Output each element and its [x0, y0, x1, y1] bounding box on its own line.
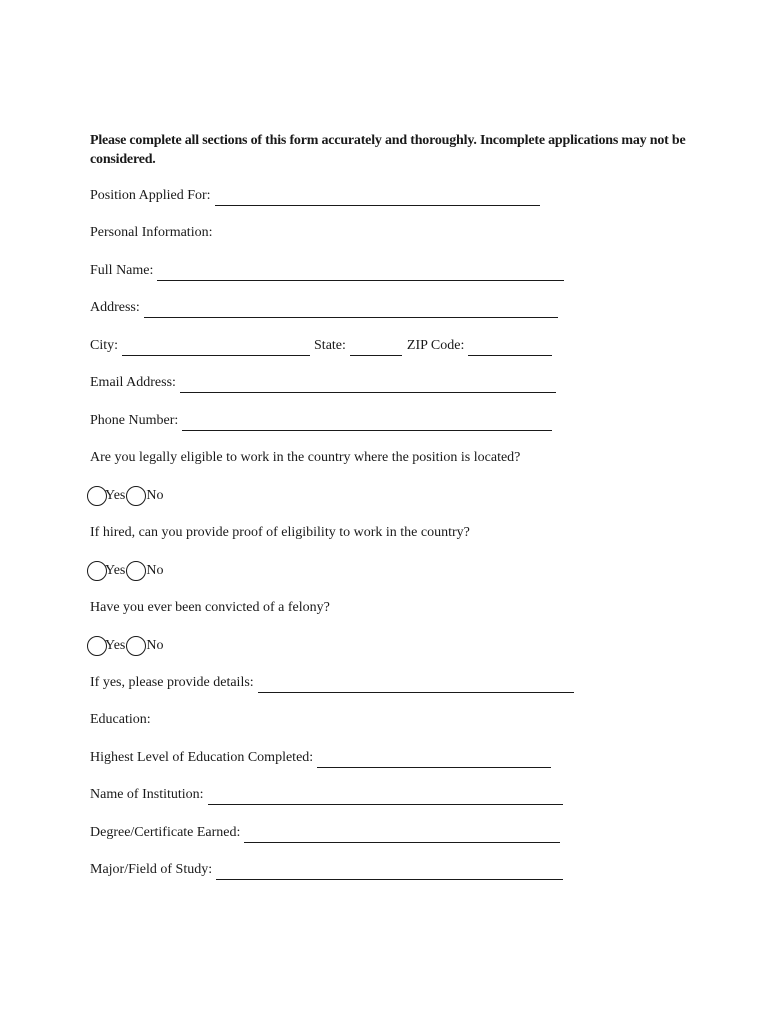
zip-label: ZIP Code:	[406, 338, 465, 353]
eligible-no-label: No	[146, 488, 164, 503]
city-field[interactable]	[122, 341, 310, 356]
full-name-field[interactable]	[157, 266, 564, 281]
city-state-zip-row	[90, 336, 552, 356]
edu-level-field[interactable]	[317, 753, 551, 768]
question-felony: Have you ever been convicted of a felony?	[90, 600, 330, 615]
email-label: Email Address:	[90, 375, 176, 390]
proof-yes-label: Yes	[105, 563, 126, 578]
education-heading: Education:	[90, 712, 151, 727]
personal-info-heading: Personal Information:	[90, 225, 213, 240]
proof-no-label: No	[146, 563, 164, 578]
felony-yes-radio[interactable]	[87, 636, 107, 656]
eligible-yes-label: Yes	[105, 488, 126, 503]
phone-field[interactable]	[182, 416, 552, 431]
proof-yes-radio[interactable]	[87, 561, 107, 581]
degree-label: Degree/Certificate Earned:	[90, 825, 241, 840]
felony-details-row	[90, 673, 574, 693]
phone-row	[90, 411, 552, 431]
institution-label: Name of Institution:	[90, 787, 204, 802]
position-label: Position Applied For:	[90, 188, 211, 203]
felony-details-field[interactable]	[258, 678, 574, 693]
eligible-radio-group	[87, 484, 164, 508]
question-eligible: Are you legally eligible to work in the country where the position is located?	[90, 450, 521, 465]
question-proof: If hired, can you provide proof of eligibility to work in the country?	[90, 525, 470, 540]
felony-no-radio[interactable]	[126, 636, 146, 656]
felony-radio-group	[87, 634, 164, 658]
degree-row	[90, 823, 560, 843]
eligible-yes-radio[interactable]	[87, 486, 107, 506]
form-instructions: Please complete all sections of this form accurately and thoroughly. Incomplete applications may not be considered.	[90, 133, 686, 167]
full-name-label: Full Name:	[90, 263, 154, 278]
email-row	[90, 373, 556, 393]
zip-field[interactable]	[468, 341, 552, 356]
major-row	[90, 860, 563, 880]
institution-field[interactable]	[208, 790, 563, 805]
degree-field[interactable]	[244, 828, 560, 843]
major-label: Major/Field of Study:	[90, 862, 213, 877]
address-label: Address:	[90, 300, 140, 315]
city-label: City:	[90, 338, 119, 353]
position-row	[90, 186, 540, 206]
address-row	[90, 298, 558, 318]
edu-level-label: Highest Level of Education Completed:	[90, 750, 314, 765]
state-label: State:	[314, 338, 346, 353]
edu-level-row	[90, 748, 551, 768]
proof-no-radio[interactable]	[126, 561, 146, 581]
institution-row	[90, 785, 563, 805]
proof-radio-group	[87, 559, 164, 583]
email-field[interactable]	[180, 378, 556, 393]
eligible-no-radio[interactable]	[126, 486, 146, 506]
felony-no-label: No	[146, 638, 164, 653]
felony-yes-label: Yes	[105, 638, 126, 653]
address-field[interactable]	[144, 303, 558, 318]
felony-details-label: If yes, please provide details:	[90, 675, 254, 690]
state-field[interactable]	[350, 341, 402, 356]
full-name-row	[90, 261, 564, 281]
phone-label: Phone Number:	[90, 413, 179, 428]
position-field[interactable]	[215, 191, 540, 206]
major-field[interactable]	[216, 865, 563, 880]
